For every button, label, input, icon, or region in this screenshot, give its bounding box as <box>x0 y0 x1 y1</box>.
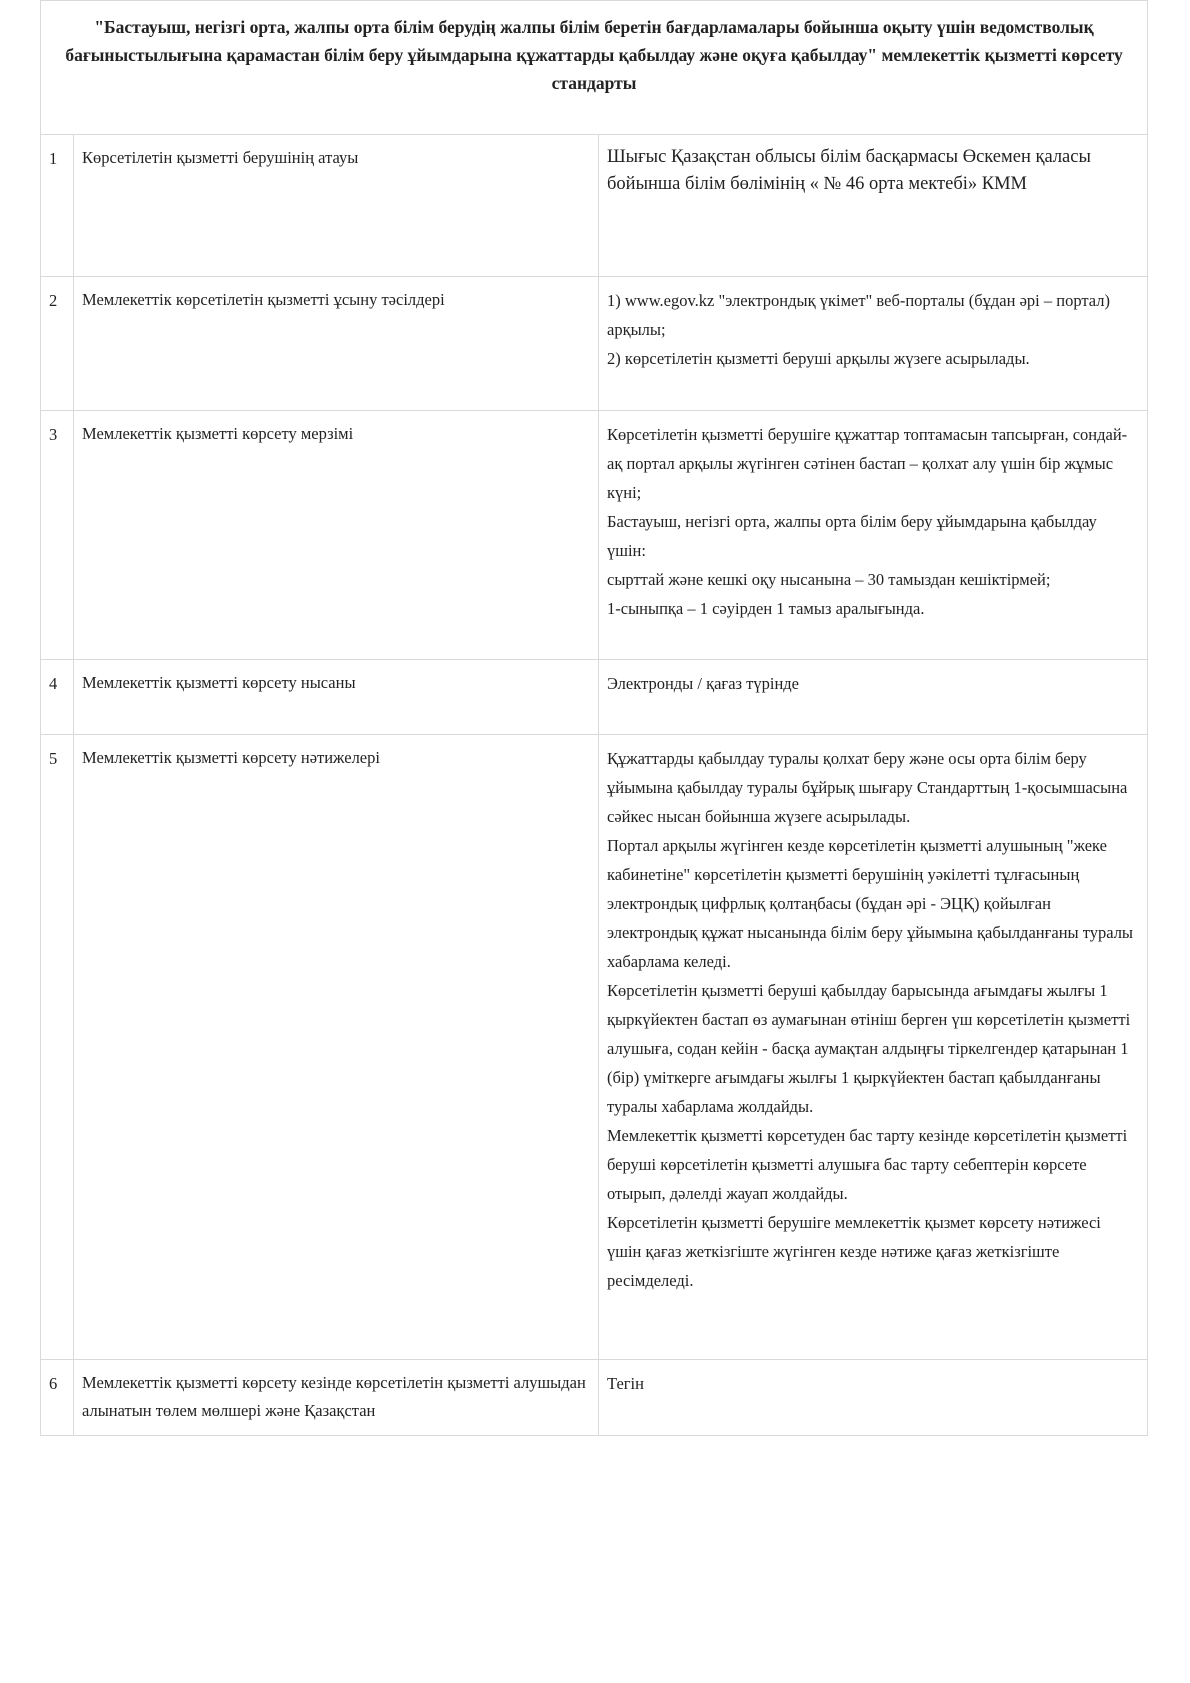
value-line: Құжаттарды қабылдау туралы қолхат беру және осы орта білім беру ұйымына қабылдау туралы бұйрық шығару Стандарттың 1-қосымшасына сәйкес нысан бойынша жүзеге асырылады. <box>607 749 1128 826</box>
row-value <box>599 277 1148 411</box>
table-row <box>41 411 1148 660</box>
value-line: Тегін <box>607 1374 644 1393</box>
value-line: 2) көрсетілетін қызметті беруші арқылы жүзеге асырылады. <box>607 349 1030 368</box>
table-row <box>41 135 1148 277</box>
row-value <box>599 411 1148 660</box>
value-line: Бастауыш, негізгі орта, жалпы орта білім беру ұйымдарына қабылдау үшін: <box>607 512 1097 560</box>
row-value <box>599 660 1148 735</box>
value-line: Көрсетілетін қызметті берушіге құжаттар топтамасын тапсырған, сондай-ақ портал арқылы жүгінген сәтінен бастап – қолхат алу үшін бір жұмыс күні; <box>607 425 1128 502</box>
row-label: Мемлекеттік қызметті көрсету кезінде көрсетілетін қызметті алушыдан алынатын төлем мөлшері және Қазақстан <box>74 1360 599 1436</box>
row-value <box>599 735 1148 1360</box>
table-row <box>41 277 1148 411</box>
value-line: Көрсетілетін қызметті берушіге мемлекеттік қызмет көрсету нәтижесі үшін қағаз жеткізгіште жүгінген кезде нәтиже қағаз жеткізгіште ресімделеді. <box>607 1213 1101 1290</box>
table-row <box>41 1360 1148 1436</box>
title-row <box>41 1 1148 135</box>
row-number: 5 <box>41 735 74 1360</box>
document-title: "Бастауыш, негізгі орта, жалпы орта білім берудің жалпы білім беретін бағдарламалары бойынша оқыту үшін ведомстволық бағыныстылығына қарамастан білім беру ұйымдарына құжаттарды қабылдау және оқуға қабылдау" мемлекеттік қызметті көрсету стандарты <box>41 1 1148 135</box>
row-number: 1 <box>41 135 74 277</box>
document-page <box>40 0 1147 1436</box>
service-standard-table <box>40 0 1148 1436</box>
row-number: 4 <box>41 660 74 735</box>
row-label: Мемлекеттік қызметті көрсету нәтижелері <box>74 735 599 1360</box>
value-line: 1-сыныпқа – 1 сәуірден 1 тамыз аралығында. <box>607 599 925 618</box>
row-number: 2 <box>41 277 74 411</box>
row-label: Мемлекеттік көрсетілетін қызметті ұсыну тәсілдері <box>74 277 599 411</box>
value-line: сырттай және кешкі оқу нысанына – 30 тамыздан кешіктірмей; <box>607 570 1051 589</box>
value-line: Көрсетілетін қызметті беруші қабылдау барысында ағымдағы жылғы 1 қыркүйектен бастап өз аумағынан өтініш берген үш көрсетілетін қызметті алушыға, содан кейін - басқа аумақтан алдыңғы тіркелгендер қатарынан 1 (бір) үміткерге ағымдағы жылғы 1 қыркүйектен бастап қабылданғаны туралы хабарлама жолдайды. <box>607 981 1131 1116</box>
table-row <box>41 735 1148 1360</box>
table-row <box>41 660 1148 735</box>
row-value <box>599 1360 1148 1436</box>
row-label: Мемлекеттік қызметті көрсету нысаны <box>74 660 599 735</box>
value-line: Шығыс Қазақстан облысы білім басқармасы Өскемен қаласы бойынша білім бөлімінің « № 46 орта мектебі» КММ <box>607 147 1091 194</box>
value-line: Портал арқылы жүгінген кезде көрсетілетін қызметті алушының "жеке кабинетіне" көрсетілетін қызметті берушінің уәкілетті тұлғасының электрондық цифрлық қолтаңбасы (бұдан әрі - ЭЦҚ) қойылған электрондық құжат нысанында білім беру ұйымына қабылданғаны туралы хабарлама келеді. <box>607 836 1134 971</box>
row-label: Мемлекеттік қызметті көрсету мерзімі <box>74 411 599 660</box>
row-number: 6 <box>41 1360 74 1436</box>
row-number: 3 <box>41 411 74 660</box>
row-label: Көрсетілетін қызметті берушінің атауы <box>74 135 599 277</box>
row-value <box>599 135 1148 277</box>
value-line: Мемлекеттік қызметті көрсетуден бас тарту кезінде көрсетілетін қызметті беруші көрсетілетін қызметті алушыға бас тарту себептерін көрсете отырып, дәлелді жауап жолдайды. <box>607 1126 1128 1203</box>
value-line: 1) www.egov.kz "электрондық үкімет" веб-порталы (бұдан әрі – портал) арқылы; <box>607 291 1110 339</box>
value-line: Электронды / қағаз түрінде <box>607 674 800 693</box>
